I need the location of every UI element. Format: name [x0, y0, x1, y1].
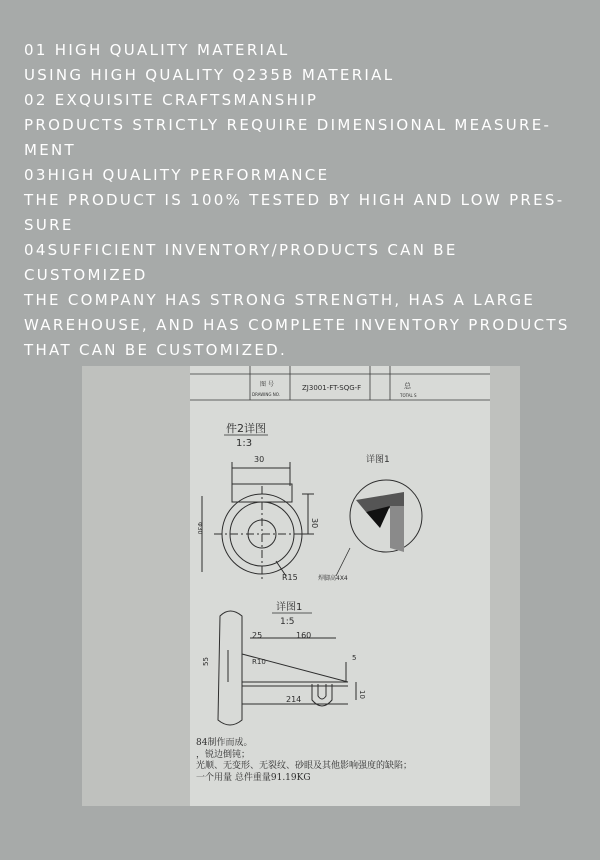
part2-dim-height: 30	[310, 518, 319, 529]
feature-heading-2: 02 EXQUISITE CRAFTSMANSHIP	[24, 91, 319, 109]
drawing-notes	[196, 738, 496, 784]
drawing-note-1: 84制作而成。	[196, 738, 253, 748]
drawing-note-3: 光顺、无变形、无裂纹、砂眼及其他影响强度的缺陷；	[196, 761, 413, 771]
weld-detail	[336, 480, 422, 576]
detail1-scale: 1:5	[280, 617, 295, 627]
detail1-dim-55: 55	[202, 657, 210, 666]
part2-title: 件2详图	[226, 422, 266, 435]
feature-text-block	[24, 38, 584, 363]
part2-dim-width: 30	[254, 455, 265, 464]
drawing-note-2: ，锐边倒钝；	[196, 749, 251, 760]
feature-line-2a: PRODUCTS STRICTLY REQUIRE DIMENSIONAL MEASURE-	[24, 116, 552, 134]
title-label-1-en: DRAWING NO.	[252, 392, 280, 397]
feature-line-1: USING HIGH QUALITY Q235B MATERIAL	[24, 66, 395, 84]
title-block	[190, 366, 490, 400]
feature-line-2b: MENT	[24, 141, 77, 159]
feature-heading-4: 04SUFFICIENT INVENTORY/PRODUCTS CAN BE CUSTOMIZED	[24, 241, 458, 284]
detail1-title: 详图1	[276, 602, 303, 613]
title-right-label: 总	[404, 382, 411, 390]
detail1-dim-5: 5	[352, 654, 357, 662]
part2-dim-radius: R15	[282, 573, 298, 582]
detail1-dim-r10: R10	[252, 658, 266, 666]
technical-drawing-photo	[82, 366, 520, 806]
weld-note: 焊脚高4X4	[318, 575, 348, 582]
feature-heading-1: 01 HIGH QUALITY MATERIAL	[24, 41, 290, 59]
drawing-note-5: 一个用量 总件重量91.19KG	[196, 772, 311, 783]
feature-line-4b: WAREHOUSE, AND HAS COMPLETE INVENTORY PRODUCTS	[24, 316, 570, 334]
part2-dim-left: Φ30	[196, 522, 203, 535]
feature-line-3a: THE PRODUCT IS 100% TESTED BY HIGH AND LOW PRES-	[24, 191, 565, 209]
part2-view	[202, 462, 314, 580]
feature-line-4c: THAT CAN BE CUSTOMIZED.	[24, 341, 288, 359]
detail1-dim-214: 214	[286, 695, 302, 704]
feature-line-3b: SURE	[24, 216, 74, 234]
detail1-dim-10: 10	[358, 690, 366, 699]
title-right-label-en: TOTAL S	[400, 393, 417, 398]
title-label-1: 图 号	[260, 381, 274, 388]
detail1-dim-25: 25	[252, 631, 263, 640]
detail1-callout-label: 详图1	[366, 455, 390, 465]
detail1-dim-160: 160	[296, 631, 312, 640]
feature-heading-3: 03HIGH QUALITY PERFORMANCE	[24, 166, 330, 184]
part2-scale: 1:3	[236, 438, 253, 449]
detail1-view	[218, 611, 356, 725]
feature-line-4a: THE COMPANY HAS STRONG STRENGTH, HAS A LARGE	[24, 291, 536, 309]
drawing-sheet	[190, 366, 490, 806]
drawing-number: ZJ3001-FT-SQG-F	[302, 384, 362, 392]
